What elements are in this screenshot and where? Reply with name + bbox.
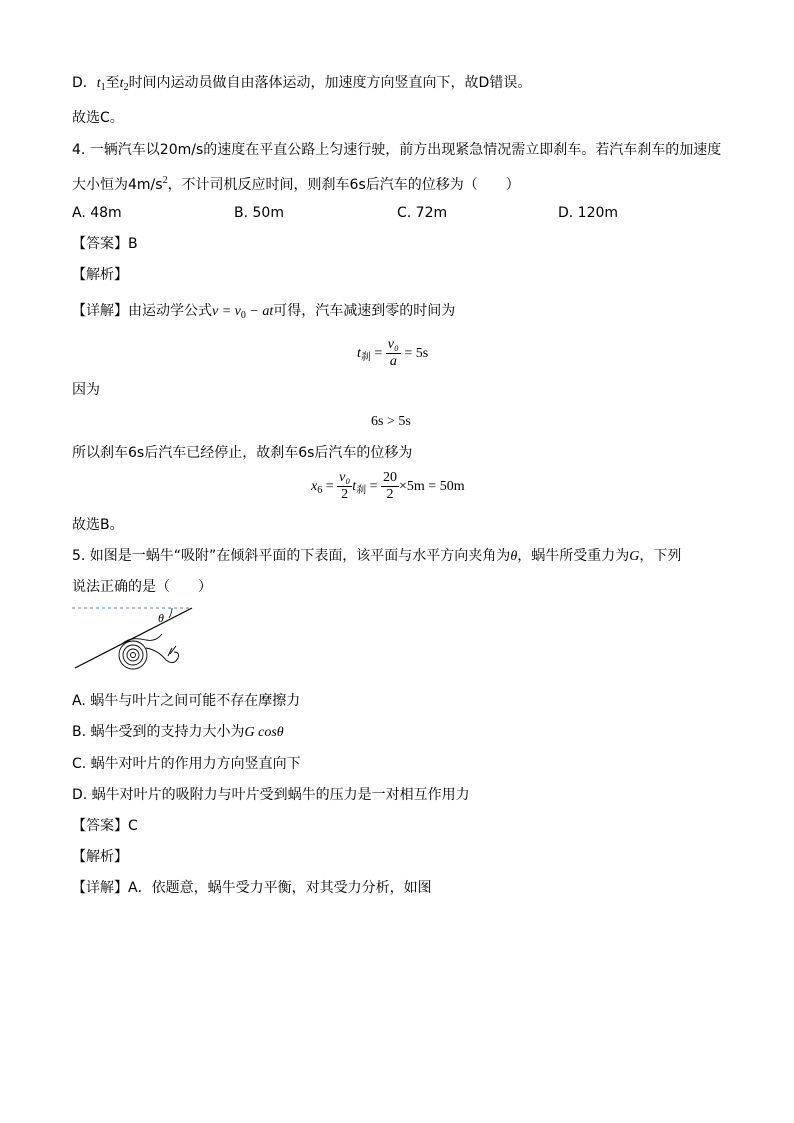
angle-theta-label: θ xyxy=(158,611,164,625)
q5-detail-line: 【详解】A．依题意，蜗牛受力平衡，对其受力分析，如图 xyxy=(72,880,432,896)
q5-stem-line2: 说法正确的是（ ） xyxy=(72,579,212,595)
equation-displacement: $x_6$ = $\frac{\text{v₀}}{2}$ $t_刹$ = $\frac{20}{2}$ ×5m = 50m xyxy=(311,469,465,502)
q4-analysis-label: 【解析】 xyxy=(72,267,128,283)
q4-stem-line2: 大小恒为$4m/s^2$，不计司机反应时间，则刹车6s后汽车的位移为（ ） xyxy=(72,175,520,193)
q5-answer: 【答案】C xyxy=(72,818,138,834)
q4-option-c: C. 72m xyxy=(397,205,448,221)
fraction-v0-over-2: $\frac{\text{v₀}}{2}$ xyxy=(339,469,351,502)
q5-option-c: C. 蜗牛对叶片的作用力方向竖直向下 xyxy=(72,756,301,772)
snail-incline-figure xyxy=(70,600,210,675)
q4-answer: 【答案】B xyxy=(72,236,138,252)
option-d-explanation: D．$t_1$至$t_2$时间内运动员做自由落体运动，加速度方向竖直向下，故D错误。 xyxy=(72,75,532,93)
snail-icon xyxy=(119,634,179,669)
q4-option-a: A. 48m xyxy=(72,205,122,221)
q5-option-b: B. 蜗牛受到的支持力大小为G cosθ xyxy=(72,724,284,740)
q4-stem-line1: 4. 一辆汽车以20m/s的速度在平直公路上匀速行驶，前方出现紧急情况需立即刹车。若汽车刹车的加速度 xyxy=(72,142,722,158)
angle-arc xyxy=(169,608,172,618)
equation-compare: 6s > 5s xyxy=(371,414,411,429)
incline-line xyxy=(75,608,192,668)
choose-c-line: 故选C。 xyxy=(72,110,124,126)
choose-b-line: 故选B。 xyxy=(72,517,124,533)
q4-so-line: 所以刹车6s后汽车已经停止，故刹车6s后汽车的位移为 xyxy=(72,445,413,461)
fraction-v0-over-a: $\frac{\text{v₀}}{a}$ xyxy=(387,336,399,369)
equation-stop-time: $t_刹$ = $\frac{\text{v₀}}{a}$ = 5s xyxy=(357,336,429,369)
q5-option-d: D. 蜗牛对叶片的吸附力与叶片受到蜗牛的压力是一对相互作用力 xyxy=(72,787,470,803)
q5-analysis-label: 【解析】 xyxy=(72,849,128,865)
q5-option-a: A. 蜗牛与叶片之间可能不存在摩擦力 xyxy=(72,693,301,709)
q4-detail-line: 【详解】由运动学公式$v = v_0$ − at可得，汽车减速到零的时间为 xyxy=(72,303,456,321)
q5-stem-line1: 5. 如图是一蜗牛“吸附”在倾斜平面的下表面，该平面与水平方向夹角为θ，蜗牛所受重力为G，下列 xyxy=(72,548,682,564)
fraction-20-over-2: $\frac{20}{2}$ xyxy=(383,469,398,502)
q4-option-d: D. 120m xyxy=(558,205,619,221)
because-label: 因为 xyxy=(72,382,100,398)
q4-option-b: B. 50m xyxy=(234,205,284,221)
